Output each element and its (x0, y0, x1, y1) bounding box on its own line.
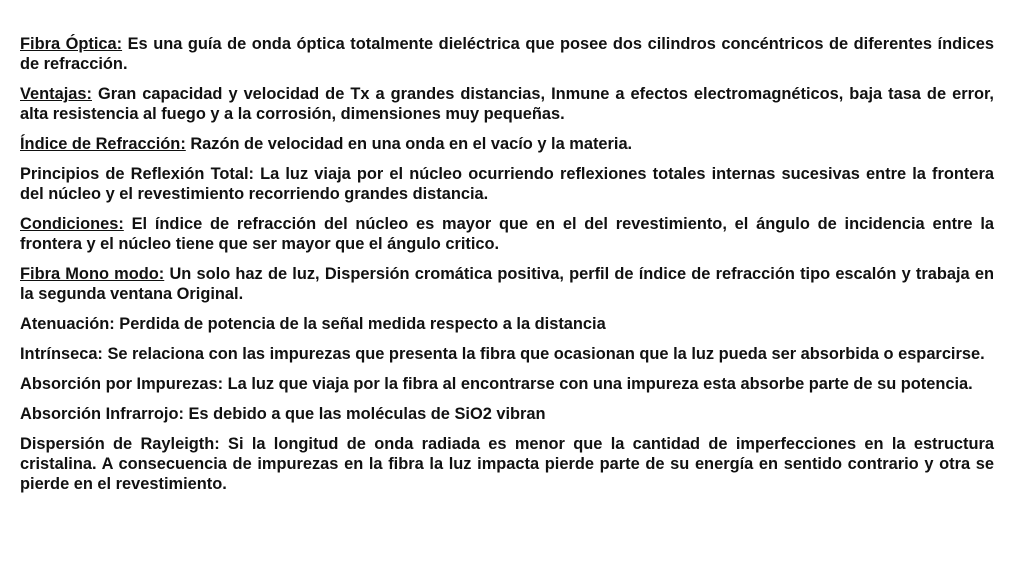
term-label: Absorción Infrarrojo: (20, 405, 184, 423)
term-label: Ventajas: (20, 85, 92, 103)
term-label: Índice de Refracción: (20, 135, 186, 153)
paragraph-indice-refraccion (20, 134, 994, 154)
paragraph-dispersion-rayleigh (20, 434, 994, 494)
term-description: Es debido a que las moléculas de SiO2 vibran (183, 405, 546, 423)
term-label: Fibra Óptica: (20, 35, 123, 53)
paragraph-absorcion-infrarrojo (20, 404, 994, 424)
term-label: Intrínseca: (20, 345, 103, 363)
paragraph-atenuacion (20, 314, 994, 334)
slide-body (20, 34, 994, 504)
term-description: Perdida de potencia de la señal medida respecto a la distancia (114, 315, 606, 333)
term-description: Es una guía de onda óptica totalmente dieléctrica que posee dos cilindros concéntricos de diferentes índices de refracción. (20, 35, 994, 73)
term-label: Condiciones: (20, 215, 124, 233)
term-description: Un solo haz de luz, Dispersión cromática positiva, perfil de índice de refracción tipo escalón y trabaja en la segunda ventana Original. (20, 265, 994, 303)
term-label: Fibra Mono modo: (20, 265, 165, 283)
paragraph-absorcion-impurezas (20, 374, 994, 394)
paragraph-ventajas (20, 84, 994, 124)
paragraph-fibra-mono-modo (20, 264, 994, 304)
paragraph-intrinseca (20, 344, 994, 364)
paragraph-fibra-optica (20, 34, 994, 74)
term-label: Absorción por Impurezas: (20, 375, 224, 393)
term-description: La luz que viaja por la fibra al encontrarse con una impureza esta absorbe parte de su potencia. (223, 375, 973, 393)
term-label: Principios de Reflexión Total: (20, 165, 254, 183)
term-description: Se relaciona con las impurezas que presenta la fibra que ocasionan que la luz pueda ser absorbida o esparcirse. (102, 345, 985, 363)
paragraph-condiciones (20, 214, 994, 254)
term-description: Razón de velocidad en una onda en el vacío y la materia. (185, 135, 633, 153)
paragraph-reflexion-total (20, 164, 994, 204)
term-label: Atenuación: (20, 315, 115, 333)
term-description: Gran capacidad y velocidad de Tx a grandes distancias, Inmune a efectos electromagnéticos, baja tasa de error, alta resistencia al fuego y a la corrosión, dimensiones muy pequeñas. (20, 85, 994, 123)
term-label: Dispersión de Rayleigth: (20, 435, 220, 453)
term-description: Si la longitud de onda radiada es menor que la cantidad de imperfecciones en la estructura cristalina. A consecuencia de impurezas en la fibra la luz impacta pierde parte de su energía en sentido contrario y otra se pierde en el revestimiento. (20, 435, 994, 493)
term-description: La luz viaja por el núcleo ocurriendo reflexiones totales internas sucesivas entre la frontera del núcleo y el revestimiento recorriendo grandes distancia. (20, 165, 994, 203)
term-description: El índice de refracción del núcleo es mayor que en el del revestimiento, el ángulo de incidencia entre la frontera y el núcleo tiene que ser mayor que el ángulo critico. (20, 215, 994, 253)
